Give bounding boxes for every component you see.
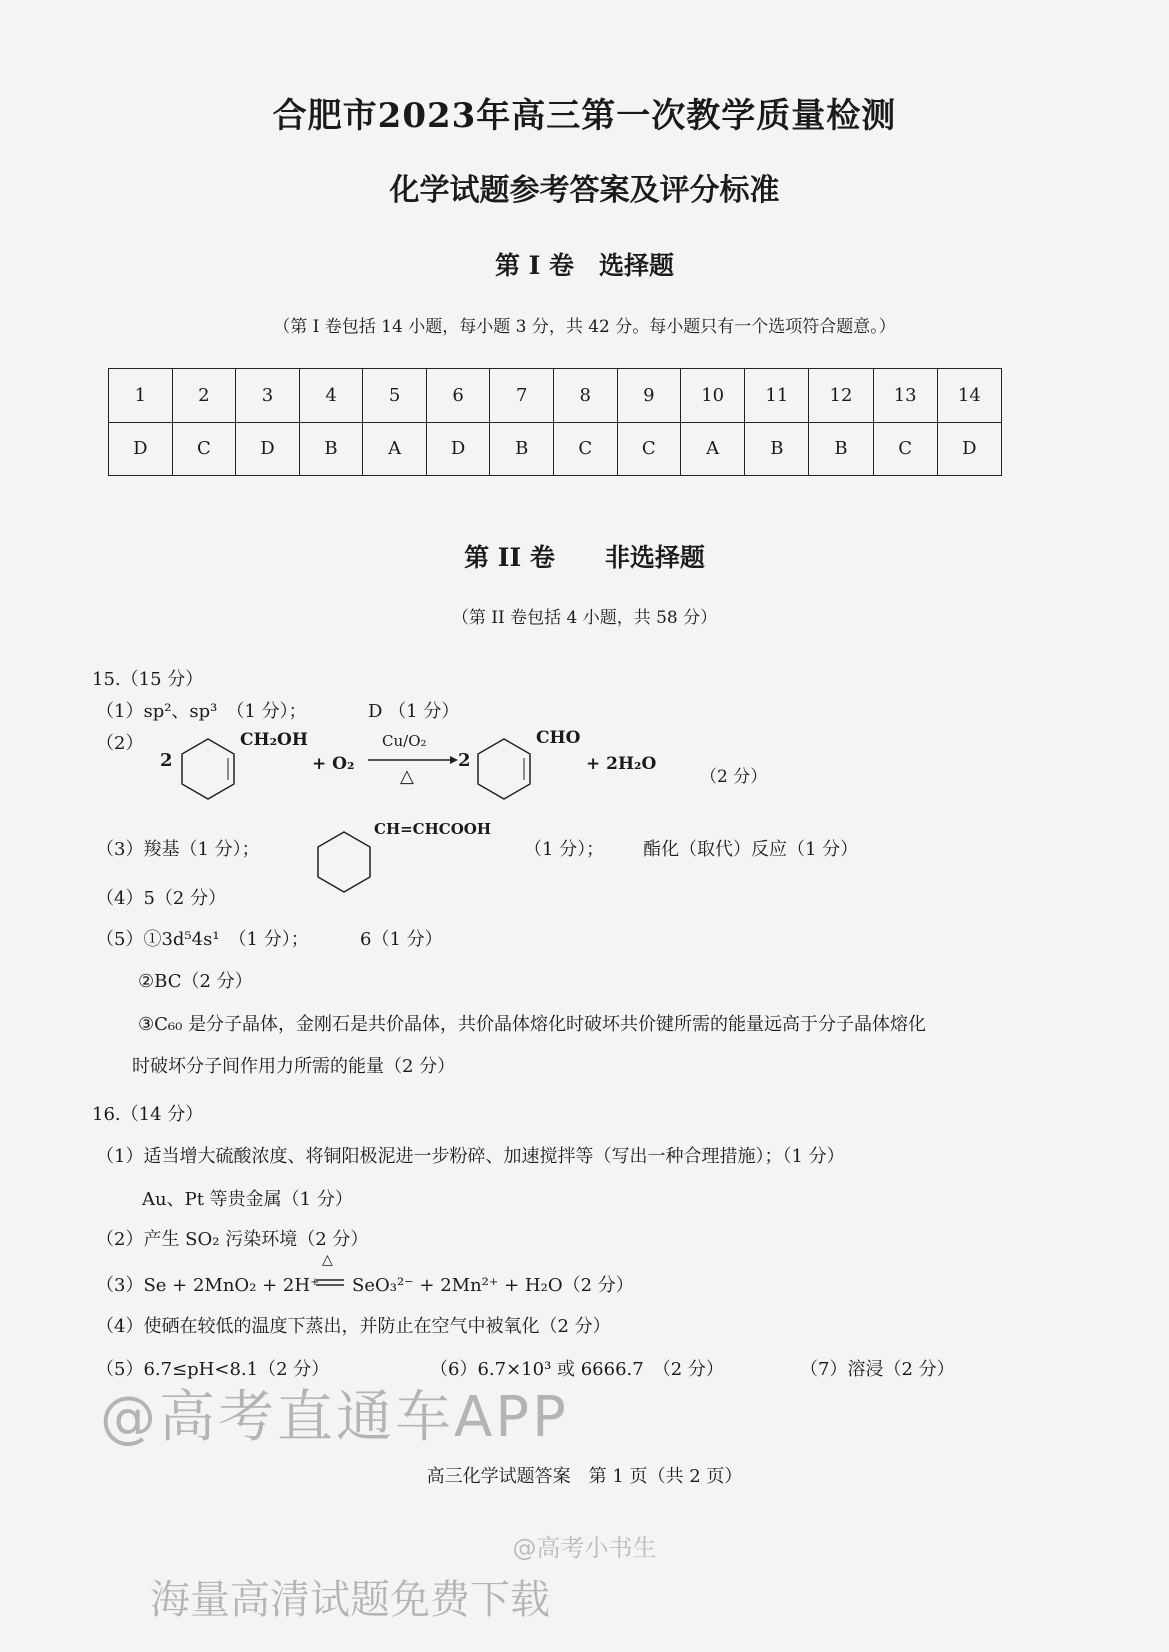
- q15-3-answer: （3）羧基（1 分）；: [96, 839, 260, 860]
- question-number-cell: 3: [236, 369, 300, 423]
- eq-water: + 2H₂O: [586, 754, 657, 774]
- document-subtitle: 化学试题参考答案及评分标准: [389, 173, 780, 208]
- q16-3-answer-products: SeO₃²⁻ + 2Mn²⁺ + H₂O（2 分）: [352, 1275, 634, 1296]
- q16-7-answer: （7）溶浸（2 分）: [800, 1359, 955, 1380]
- q15-5-answer-d: ③C₆₀ 是分子晶体，金刚石是共价晶体，共价晶体熔化时破坏共价键所需的能量远高于分子晶体熔化: [138, 1014, 927, 1035]
- eq-coef-2: 2: [458, 750, 471, 771]
- q16-4-answer: （4）使硒在较低的温度下蒸出，并防止在空气中被氧化（2 分）: [96, 1316, 611, 1337]
- answer-cell: D: [236, 422, 300, 476]
- equals-sign-icon: [316, 1278, 344, 1288]
- eq-heat: △: [400, 766, 414, 787]
- q15-5-answer-c: ②BC（2 分）: [138, 971, 253, 992]
- part1-heading: 第 I 卷 选择题: [494, 251, 675, 280]
- watermark-slogan: 海量高清试题免费下载: [150, 1577, 550, 1623]
- eq-condition: Cu/O₂: [382, 732, 427, 750]
- question-number-cell: 11: [745, 369, 809, 423]
- reaction-arrow-icon: [368, 755, 458, 765]
- question-number-cell: 7: [490, 369, 554, 423]
- q15-5-answer: （5）①3d⁵4s¹ （1 分）；: [96, 929, 309, 950]
- q15-1-answer-b: D （1 分）: [368, 701, 460, 722]
- answer-cell: C: [172, 422, 236, 476]
- part2-note: （第 II 卷包括 4 小题，共 58 分）: [451, 608, 718, 628]
- eq-plus-o2: + O₂: [312, 754, 355, 774]
- benzene-ring-icon: [314, 828, 374, 898]
- document-title: 合肥市2023年高三第一次教学质量检测: [272, 96, 897, 136]
- answer-row: [109, 422, 1002, 476]
- answer-cell: D: [109, 422, 173, 476]
- eq-product-group: CHO: [536, 728, 581, 748]
- q16-2-answer: （2）产生 SO₂ 污染环境（2 分）: [96, 1229, 369, 1250]
- question-number-cell: 13: [873, 369, 937, 423]
- q15-1-answer: （1）sp²、sp³ （1 分）；: [96, 701, 307, 722]
- weibo-credit: @高考小书生: [512, 1534, 657, 1562]
- eq-reactant-group: CH₂OH: [240, 730, 308, 750]
- answer-cell: C: [617, 422, 681, 476]
- question-number-cell: 8: [553, 369, 617, 423]
- benzene-ring-icon: [178, 735, 238, 805]
- answer-cell: B: [490, 422, 554, 476]
- q15-3-structure-group: CH=CHCOOH: [374, 820, 492, 838]
- q15-5-answer-b: 6（1 分）: [360, 929, 443, 950]
- answer-cell: B: [299, 422, 363, 476]
- q15-3-score: （1 分）；: [524, 839, 605, 860]
- q16-1-answer: （1）适当增大硫酸浓度、将铜阳极泥进一步粉碎、加速搅拌等（写出一种合理措施）；（1 分）: [96, 1146, 845, 1167]
- answer-cell: D: [937, 422, 1001, 476]
- question-number-cell: 2: [172, 369, 236, 423]
- question-number-cell: 12: [809, 369, 873, 423]
- answer-cell: B: [745, 422, 809, 476]
- q16-6-answer: （6）6.7×10³ 或 6666.7 （2 分）: [430, 1359, 724, 1380]
- q15-heading: 15.（15 分）: [92, 669, 204, 690]
- part2-heading: 第 II 卷 非选择题: [464, 543, 705, 572]
- answer-cell: D: [426, 422, 490, 476]
- page-footer: 高三化学试题答案 第 1 页（共 2 页）: [426, 1466, 743, 1487]
- q15-5-answer-e: 时破坏分子间作用力所需的能量（2 分）: [132, 1056, 456, 1077]
- q16-3-answer: （3）Se + 2MnO₂ + 2H⁺: [96, 1275, 320, 1296]
- answer-cell: B: [809, 422, 873, 476]
- q15-3-reaction-type: 酯化（取代）反应（1 分）: [643, 839, 859, 860]
- answer-cell: A: [363, 422, 427, 476]
- question-number-cell: 6: [426, 369, 490, 423]
- answer-cell: C: [553, 422, 617, 476]
- q16-heading: 16.（14 分）: [92, 1104, 204, 1125]
- answer-cell: A: [681, 422, 745, 476]
- q16-5-answer: （5）6.7≤pH<8.1（2 分）: [96, 1359, 330, 1380]
- question-number-cell: 5: [363, 369, 427, 423]
- answer-cell: C: [873, 422, 937, 476]
- q15-2-label: （2）: [96, 733, 144, 754]
- q15-4-answer: （4）5（2 分）: [96, 888, 227, 909]
- part1-note: （第 I 卷包括 14 小题，每小题 3 分，共 42 分。每小题只有一个选项符合题意。）: [273, 317, 896, 337]
- eq-coef-1: 2: [160, 750, 173, 771]
- watermark-app-name: @高考直通车APP: [100, 1385, 569, 1450]
- question-number-cell: 10: [681, 369, 745, 423]
- heat-condition: △: [322, 1252, 333, 1268]
- benzene-ring-icon: [474, 735, 534, 805]
- answer-table: [108, 368, 1002, 476]
- question-number-cell: 14: [937, 369, 1001, 423]
- eq-score: （2 分）: [700, 767, 768, 787]
- question-number-cell: 1: [109, 369, 173, 423]
- question-number-cell: 9: [617, 369, 681, 423]
- question-number-cell: 4: [299, 369, 363, 423]
- question-number-row: [109, 369, 1002, 423]
- q16-1-answer-b: Au、Pt 等贵金属（1 分）: [142, 1189, 353, 1210]
